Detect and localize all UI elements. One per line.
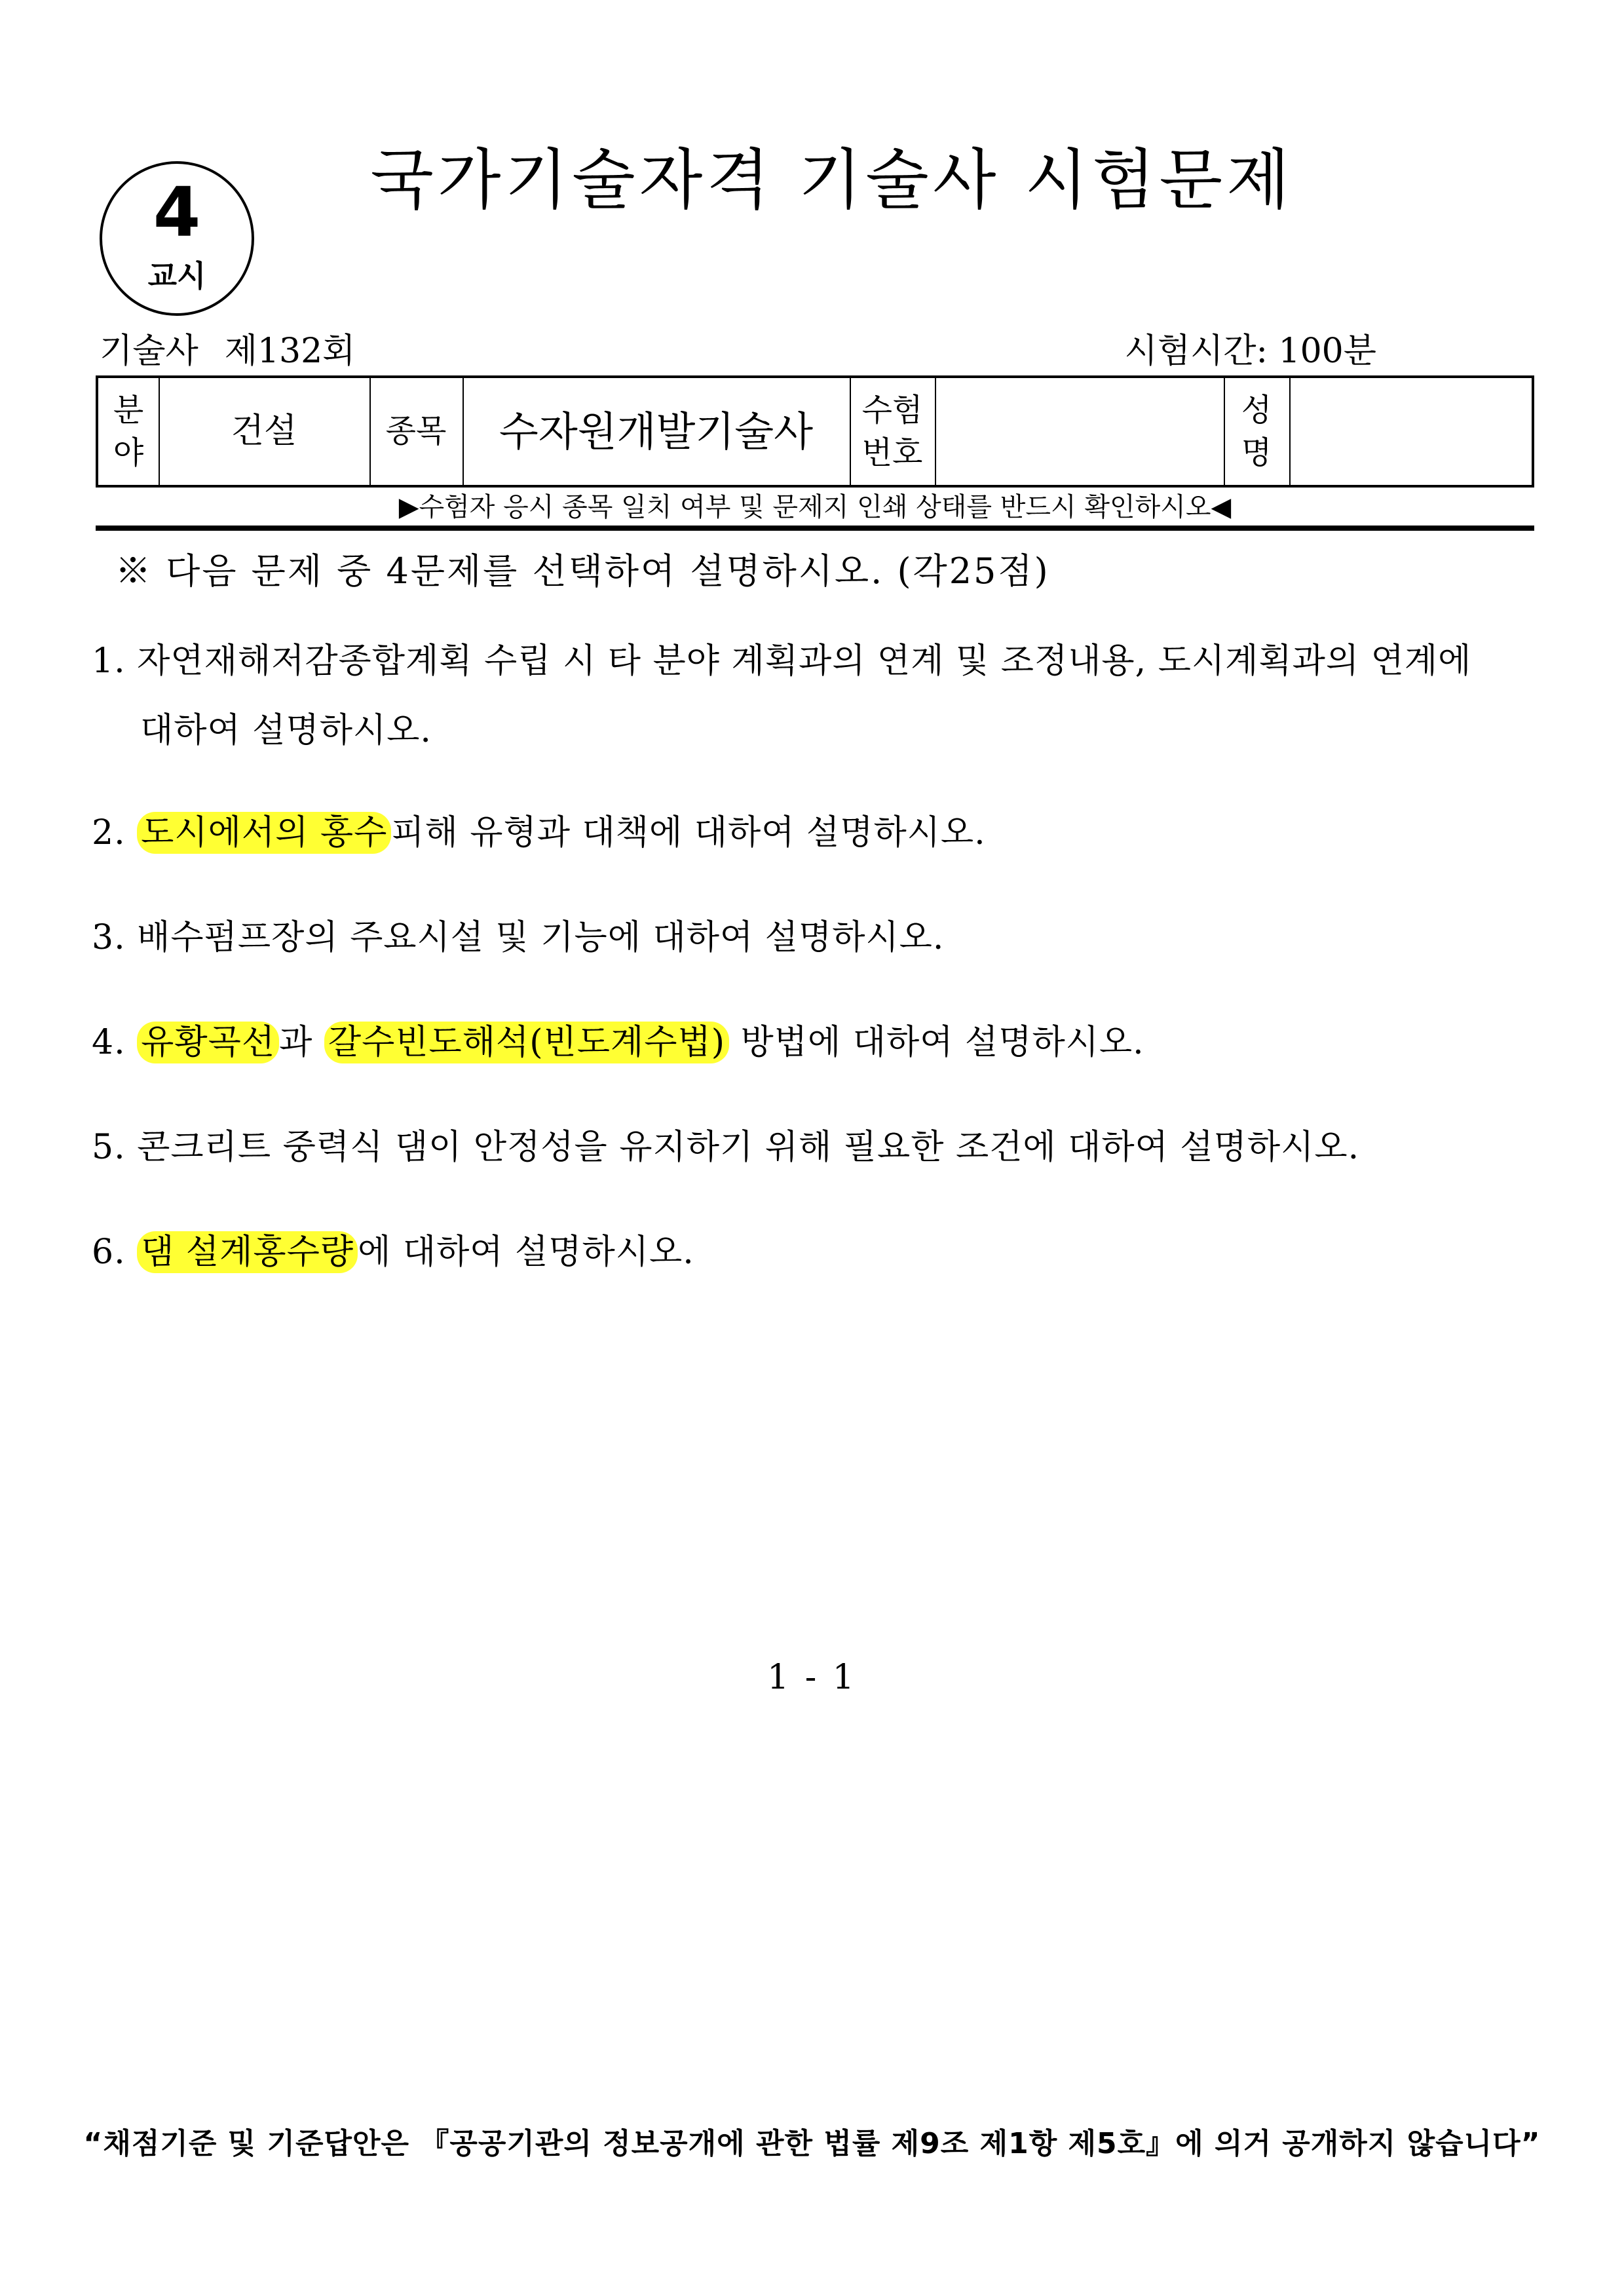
page-number: 1 - 1	[767, 1658, 857, 1697]
divider	[96, 526, 1534, 531]
field-label-bottom: 야	[113, 434, 144, 471]
name-label-top: 성	[1241, 391, 1272, 429]
name-field[interactable]	[1289, 378, 1532, 485]
name-label-bottom: 명	[1241, 434, 1272, 471]
time-limit: 시험시간: 100분	[1124, 332, 1376, 371]
period-badge	[100, 161, 254, 316]
question-number: 4.	[92, 1023, 126, 1062]
highlighted-term: 댐 설계홍수량	[137, 1231, 358, 1273]
highlighted-term: 갈수빈도해석(빈도계수법)	[324, 1022, 729, 1063]
question-number: 1.	[92, 641, 126, 681]
exam-number-label-top: 수험	[861, 391, 923, 429]
field-label-top: 분	[113, 391, 144, 429]
question-number: 5.	[92, 1128, 126, 1167]
highlighted-term: 유황곡선	[137, 1022, 279, 1063]
category-value-cell	[463, 378, 851, 485]
period-label: 교시	[147, 258, 206, 294]
question-text: 콘크리트 중력식 댐이 안정성을 유지하기 위해 필요한 조건에 대하여 설명하시오.	[137, 1128, 1360, 1167]
category-value: 수자원개발기술사	[499, 407, 814, 455]
field-value-cell	[159, 378, 371, 485]
exam-number-field[interactable]	[935, 378, 1225, 485]
name-label-cell	[1224, 378, 1291, 485]
highlighted-term: 도시에서의 홍수	[137, 812, 391, 854]
question-text: 피해 유형과 대책에 대하여 설명하시오.	[391, 813, 986, 852]
question-1	[92, 641, 1471, 752]
question-text-continued: 대하여 설명하시오.	[140, 711, 432, 751]
exam-round	[100, 333, 355, 370]
question-text-mid: 과	[279, 1023, 324, 1062]
candidate-notice: ▶수험자 응시 종목 일치 여부 및 문제지 인쇄 상태를 반드시 확인하시오◀	[398, 492, 1232, 522]
exam-number-label-bottom: 번호	[861, 434, 923, 471]
question-text: 방법에 대하여 설명하시오.	[729, 1023, 1144, 1062]
footer-disclaimer: “채점기준 및 기준답안은 『공공기관의 정보공개에 관한 법률 제9조 제1항 제5호』에 의거 공개하지 않습니다”	[83, 2127, 1541, 2160]
question-number: 6.	[92, 1233, 126, 1272]
question-2	[92, 813, 986, 853]
instruction: ※ 다음 문제 중 4문제를 선택하여 설명하시오. (각25점)	[115, 550, 1050, 592]
question-4	[92, 1022, 1144, 1063]
exam-number-label-cell	[850, 378, 936, 485]
question-6	[92, 1232, 694, 1272]
question-text: 배수펌프장의 주요시설 및 기능에 대하여 설명하시오.	[137, 918, 945, 957]
exam-info-table	[96, 375, 1534, 488]
question-5	[92, 1127, 1359, 1168]
question-3	[92, 917, 944, 958]
round-number: 제132회	[224, 332, 356, 371]
question-number: 3.	[92, 918, 126, 957]
exam-type: 기술사	[100, 332, 198, 371]
question-text: 에 대하여 설명하시오.	[358, 1233, 694, 1272]
page-title: 국가기술자격 기술사 시험문제	[370, 142, 1294, 218]
field-label-cell	[98, 378, 160, 485]
question-text: 자연재해저감종합계획 수립 시 타 분야 계획과의 연계 및 조정내용, 도시계획과의 연계에	[137, 641, 1472, 681]
period-number: 4	[153, 172, 201, 252]
question-number: 2.	[92, 813, 126, 852]
category-label: 종목	[385, 413, 447, 450]
category-label-cell	[369, 378, 464, 485]
field-value: 건설	[231, 411, 297, 451]
